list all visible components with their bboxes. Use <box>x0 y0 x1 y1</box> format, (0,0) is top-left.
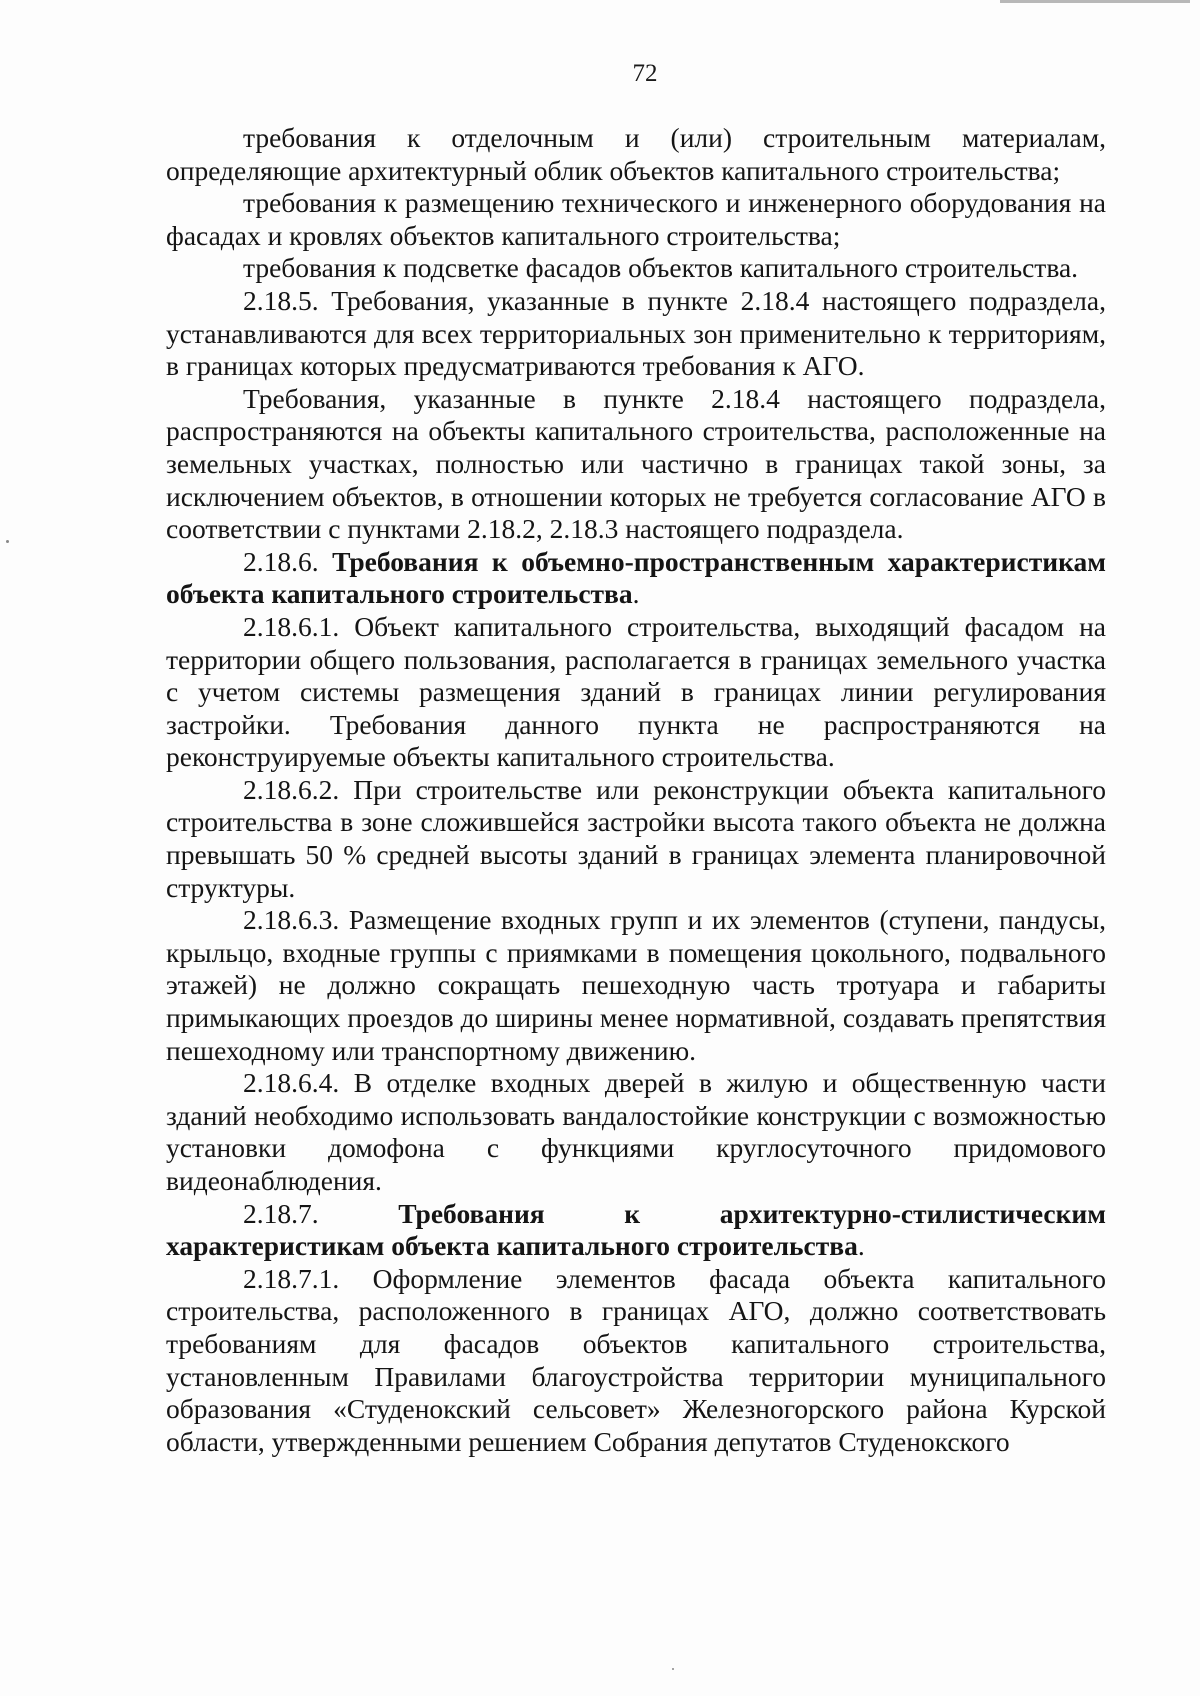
paragraph-finishing-materials: требования к отделочным и (или) строительным материалам, определяющие архитектурный облик объектов капитального строительства; <box>166 122 1106 186</box>
section-title: Требования к архитектурно-стилистическим характеристикам объекта капитального строительства <box>166 1197 1106 1262</box>
paragraph-2-18-7-1: 2.18.7.1. Оформление элементов фасада объекта капитального строительства, расположенного в границах АГО, должно соответствовать требованиям для фасадов объектов капитального строительства, установленным Правилами благоустройства территории муниципального образования «Студенокский сельсовет» Железногорского района Курской области, утвержденными решением Собрания депутатов Студенокского <box>166 1262 1106 1457</box>
scan-speck <box>672 1668 674 1670</box>
document-body <box>166 122 1106 1458</box>
paragraph-2-18-6-3: 2.18.6.3. Размещение входных групп и их элементов (ступени, пандусы, крыльцо, входные группы с приямками в помещения цокольного, подвального этажей) не должно сокращать пешеходную часть тротуара и габариты примыкающих проездов до ширины менее нормативной, создавать препятствия пешеходному или транспортному движению. <box>166 904 1106 1066</box>
section-title: Требования к объемно-пространственным характеристикам объекта капитального строительства <box>166 545 1107 610</box>
paragraph-facade-lighting: требования к подсветке фасадов объектов капитального строительства. <box>243 252 1079 284</box>
paragraph-2-18-6-2: 2.18.6.2. При строительстве или реконструкции объекта капитального строительства в зоне сложившейся застройки высота такого объекта не должна превышать 50 % средней высоты зданий в границах элемента планировочной структуры. <box>166 773 1106 903</box>
scan-artifact-top <box>1000 0 1190 3</box>
section-heading-2-18-7 <box>166 1198 1106 1263</box>
paragraph-equipment-placement: требования к размещению технического и инженерного оборудования на фасадах и кровлях объектов капитального строительства; <box>166 187 1106 251</box>
page-number: 72 <box>632 60 658 87</box>
paragraph-2-18-6-1: 2.18.6.1. Объект капитального строительства, выходящий фасадом на территории общего пользования, располагается в границах земельного участка с учетом системы размещения зданий в границах линии регулирования застройки. Требования данного пункта не распространяются на реконструируемые объекты капитального строительства. <box>166 610 1106 773</box>
section-heading-2-18-6 <box>166 546 1106 611</box>
paragraph-2-18-5: 2.18.5. Требования, указанные в пункте 2.18.4 настоящего подраздела, устанавливаются для всех территориальных зон применительно к территориям, в границах которых предусматриваются требования к АГО. <box>166 284 1106 382</box>
paragraph-2-18-6-4: 2.18.6.4. В отделке входных дверей в жилую и общественную части зданий необходимо использовать вандалостойкие конструкции с возможностью установки домофона с функциями круглосуточного придомового видеонаблюдения. <box>166 1067 1106 1196</box>
section-number: 2.18.7. <box>243 1197 319 1229</box>
section-title-end: . <box>632 578 640 610</box>
section-title-end: . <box>857 1230 865 1262</box>
paragraph-requirements-scope: Требования, указанные в пункте 2.18.4 настоящего подраздела, распространяются на объекты капитального строительства, расположенные на земельных участках, полностью или частично в границах такой зоны, за исключением объектов, в отношении которых не требуется согласование АГО в соответствии с пунктами 2.18.2, 2.18.3 настоящего подраздела. <box>166 382 1106 545</box>
section-number: 2.18.6. <box>243 545 319 577</box>
scan-speck <box>6 540 9 543</box>
